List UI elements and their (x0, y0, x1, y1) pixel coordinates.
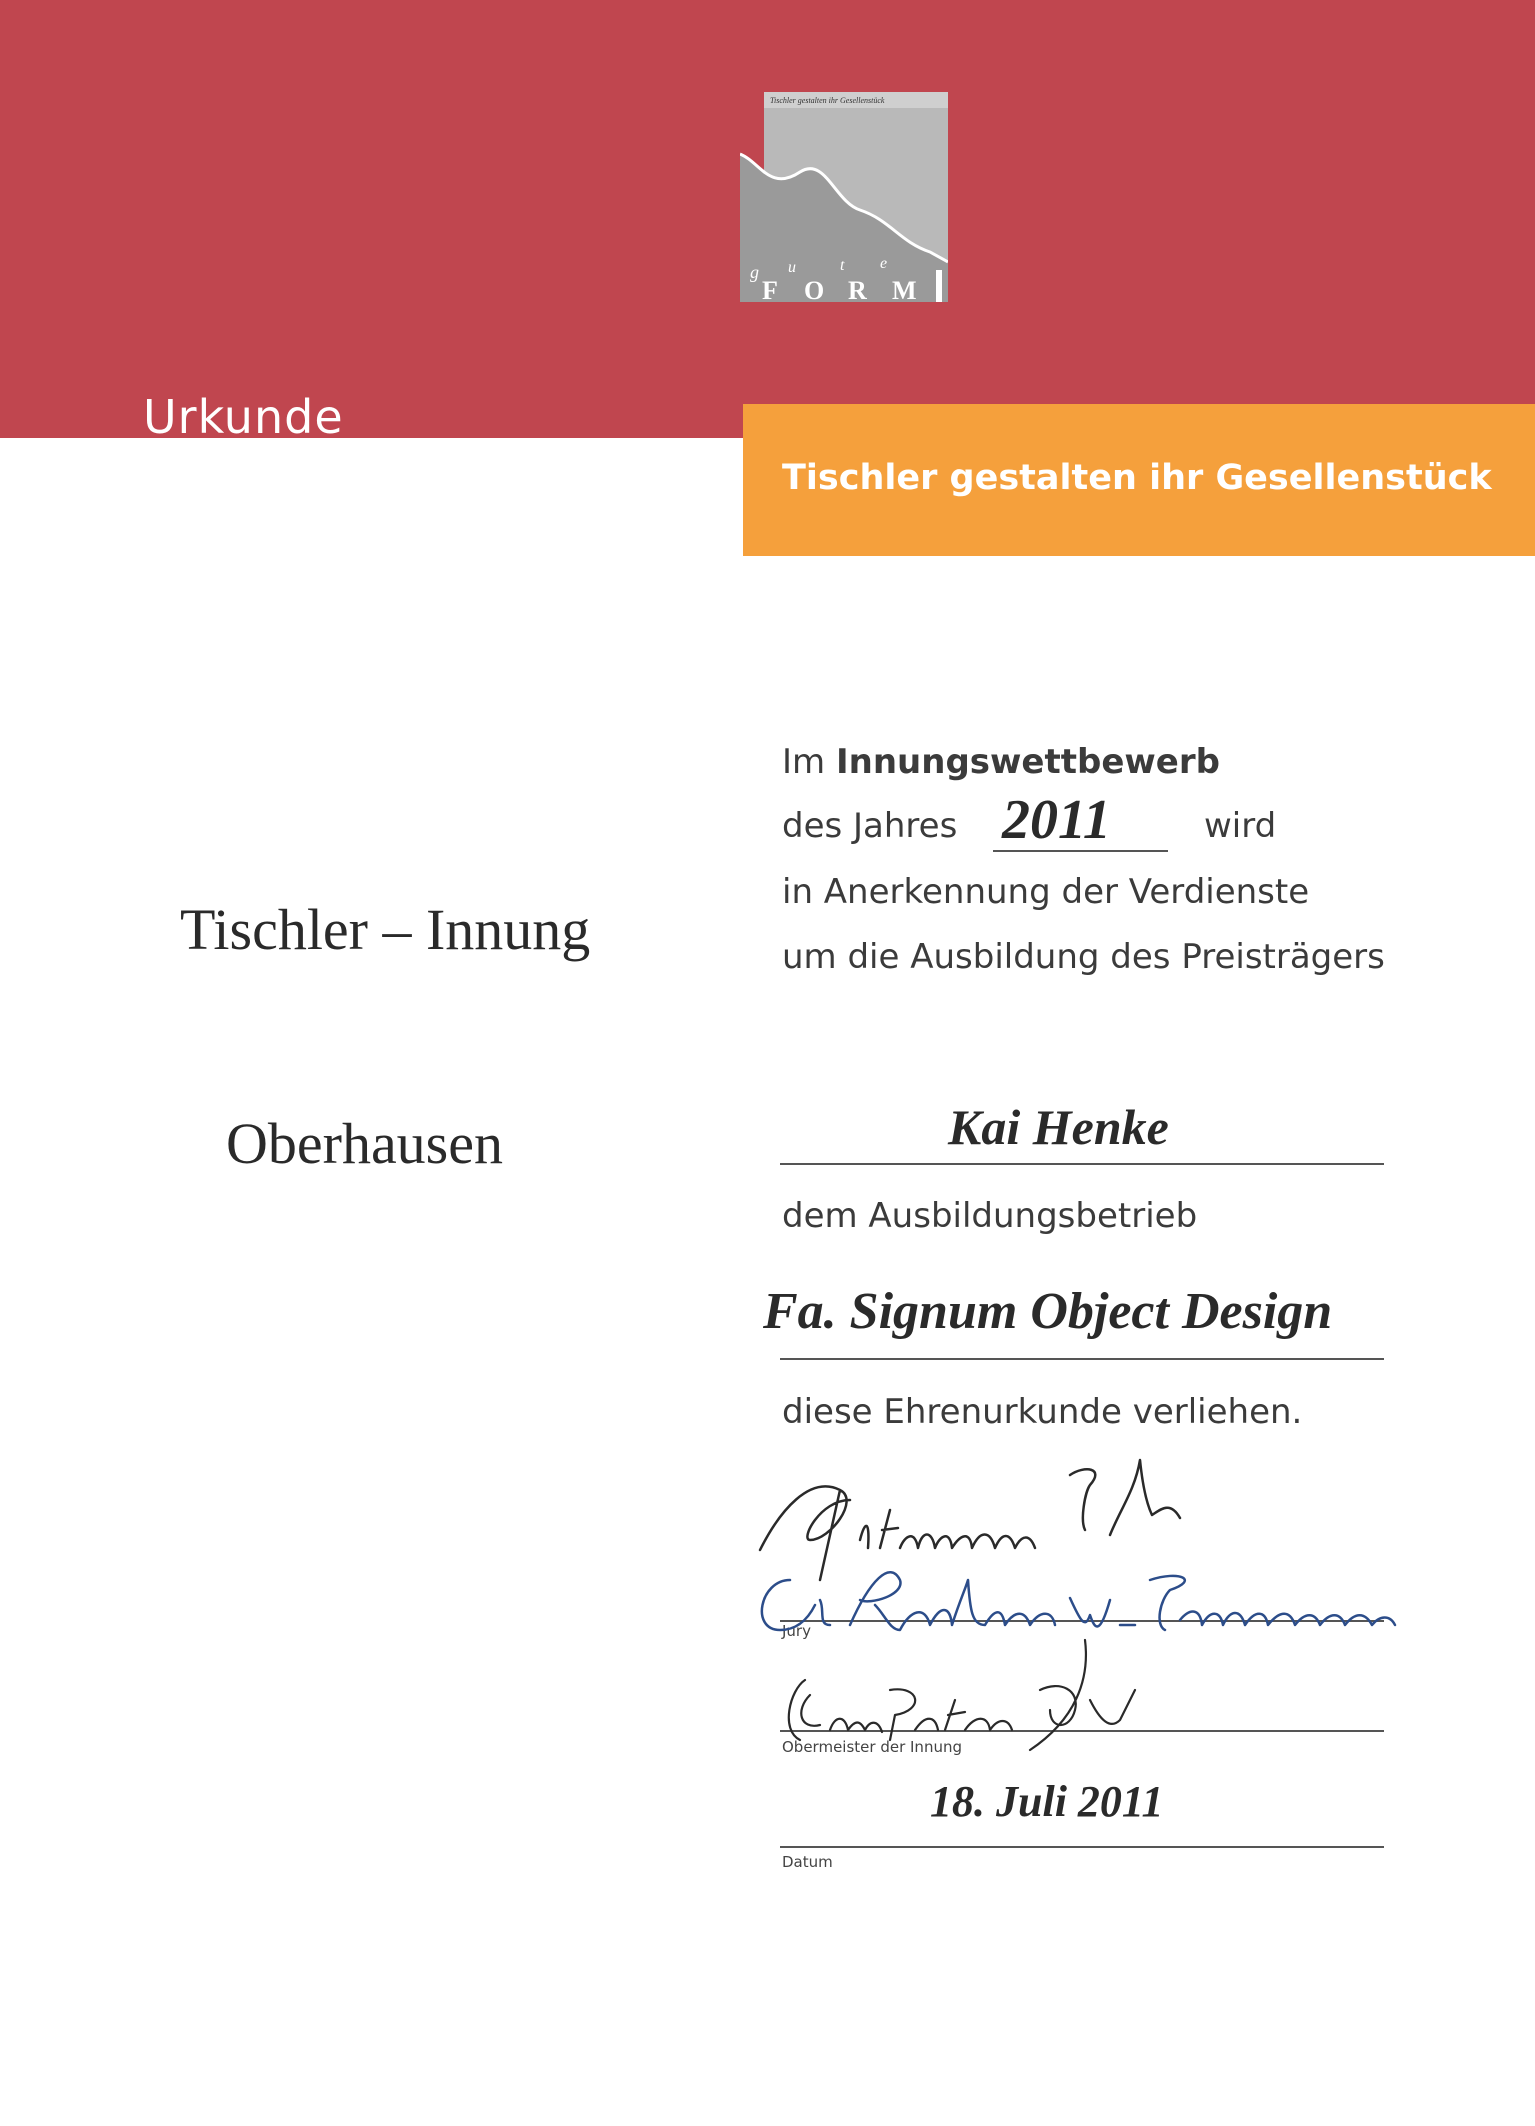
date-underline (780, 1846, 1384, 1848)
svg-text:F: F (762, 276, 778, 302)
recipient-name: Kai Henke (948, 1099, 1169, 1155)
svg-text:g: g (750, 262, 759, 282)
competition-name: Innungswettbewerb (835, 742, 1220, 782)
recipient-underline (780, 1163, 1384, 1165)
svg-text:Tischler gestalten ihr Geselle: Tischler gestalten ihr Gesellenstück (770, 96, 885, 105)
body-line-3: in Anerkennung der Verdienste (782, 872, 1310, 912)
svg-text:t: t (840, 257, 845, 274)
handwritten-signatures (740, 1430, 1440, 1770)
svg-text:R: R (848, 276, 867, 302)
body-line-2-suffix: wird (1204, 806, 1277, 846)
date-label: Datum (782, 1853, 833, 1871)
slogan-text: Tischler gestalten ihr Gesellenstück (782, 458, 1492, 498)
body-line-6: diese Ehrenurkunde verliehen. (782, 1392, 1303, 1432)
svg-text:M: M (892, 276, 917, 302)
year-value: 2011 (1002, 789, 1111, 851)
body-line-2-prefix: des Jahres (782, 806, 958, 846)
svg-text:O: O (804, 276, 825, 302)
jury-label: Jury (782, 1622, 811, 1640)
year-underline (993, 850, 1168, 852)
document-title: Urkunde (143, 390, 344, 444)
body-line-1-prefix: Im (782, 742, 826, 782)
body-line-4: um die Ausbildung des Preisträgers (782, 937, 1385, 977)
guild-name: Tischler – Innung (180, 897, 591, 962)
issue-date: 18. Juli 2011 (930, 1777, 1164, 1826)
gute-form-logo (740, 92, 948, 302)
svg-text:e: e (880, 255, 888, 272)
city-name: Oberhausen (226, 1111, 504, 1176)
svg-text:u: u (788, 259, 796, 276)
body-line-5: dem Ausbildungsbetrieb (782, 1196, 1198, 1236)
company-underline (780, 1358, 1384, 1360)
master-label: Obermeister der Innung (782, 1738, 962, 1756)
body-line-1 (782, 742, 1220, 782)
company-name: Fa. Signum Object Design (763, 1283, 1333, 1340)
